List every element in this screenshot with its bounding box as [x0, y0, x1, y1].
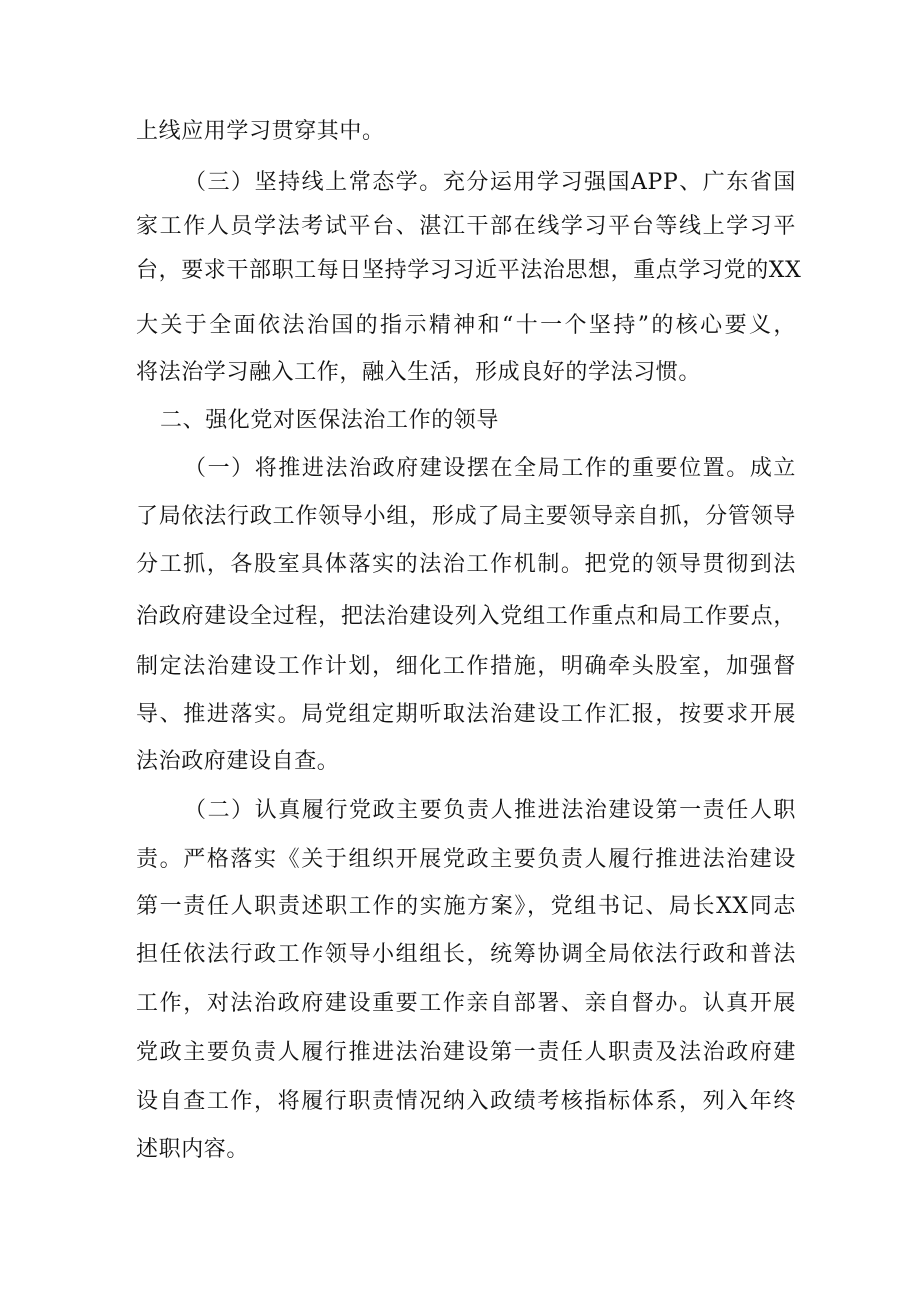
text-line: 第一责任人职责述职工作的实施方案》，党组书记、局长XX同志 [136, 894, 796, 919]
section-heading: 二、强化党对医保法治工作的领导 [160, 408, 500, 433]
text-line: （三）坚持线上常态学。充分运用学习强国APP、广东省国 [184, 170, 796, 195]
text-line: 分工抓，各股室具体落实的法治工作机制。把党的领导贯彻到法 [136, 552, 796, 577]
text-line: 大关于全面依法治国的指示精神和“十一个坚持”的核心要义， [136, 313, 796, 338]
text-line: 设自查工作，将履行职责情况纳入政绩考核指标体系，列入年终 [136, 1089, 796, 1114]
text-line: 家工作人员学法考试平台、湛江干部在线学习平台等线上学习平 [136, 214, 796, 239]
text-line: 述职内容。 [136, 1137, 250, 1162]
text-line: 工作，对法治政府建设重要工作亲自部署、亲自督办。认真开展 [136, 991, 796, 1016]
text-line: 台，要求干部职工每日坚持学习习近平法治思想，重点学习党的XX [136, 258, 802, 283]
text-line: （一）将推进法治政府建设摆在全局工作的重要位置。成立 [184, 456, 796, 481]
text-line: 治政府建设全过程，把法治建设列入党组工作重点和局工作要点， [136, 604, 796, 629]
text-line: 了局依法行政工作领导小组，形成了局主要领导亲自抓，分管领导 [136, 504, 796, 529]
text-line: 担任依法行政工作领导小组组长，统筹协调全局依法行政和普法 [136, 942, 796, 967]
text-line: 法治政府建设自查。 [136, 749, 340, 774]
text-line: 党政主要负责人履行推进法治建设第一责任人职责及法治政府建 [136, 1040, 796, 1065]
text-line: 上线应用学习贯穿其中。 [136, 119, 385, 144]
text-line: 导、推进落实。局党组定期听取法治建设工作汇报，按要求开展 [136, 702, 796, 727]
text-line: 责。严格落实《关于组织开展党政主要负责人履行推进法治建设 [136, 847, 796, 872]
text-line: 制定法治建设工作计划，细化工作措施，明确牵头股室，加强督 [136, 654, 796, 679]
text-line: 将法治学习融入工作，融入生活，形成良好的学法习惯。 [136, 360, 702, 385]
text-line: （二）认真履行党政主要负责人推进法治建设第一责任人职 [184, 798, 796, 823]
